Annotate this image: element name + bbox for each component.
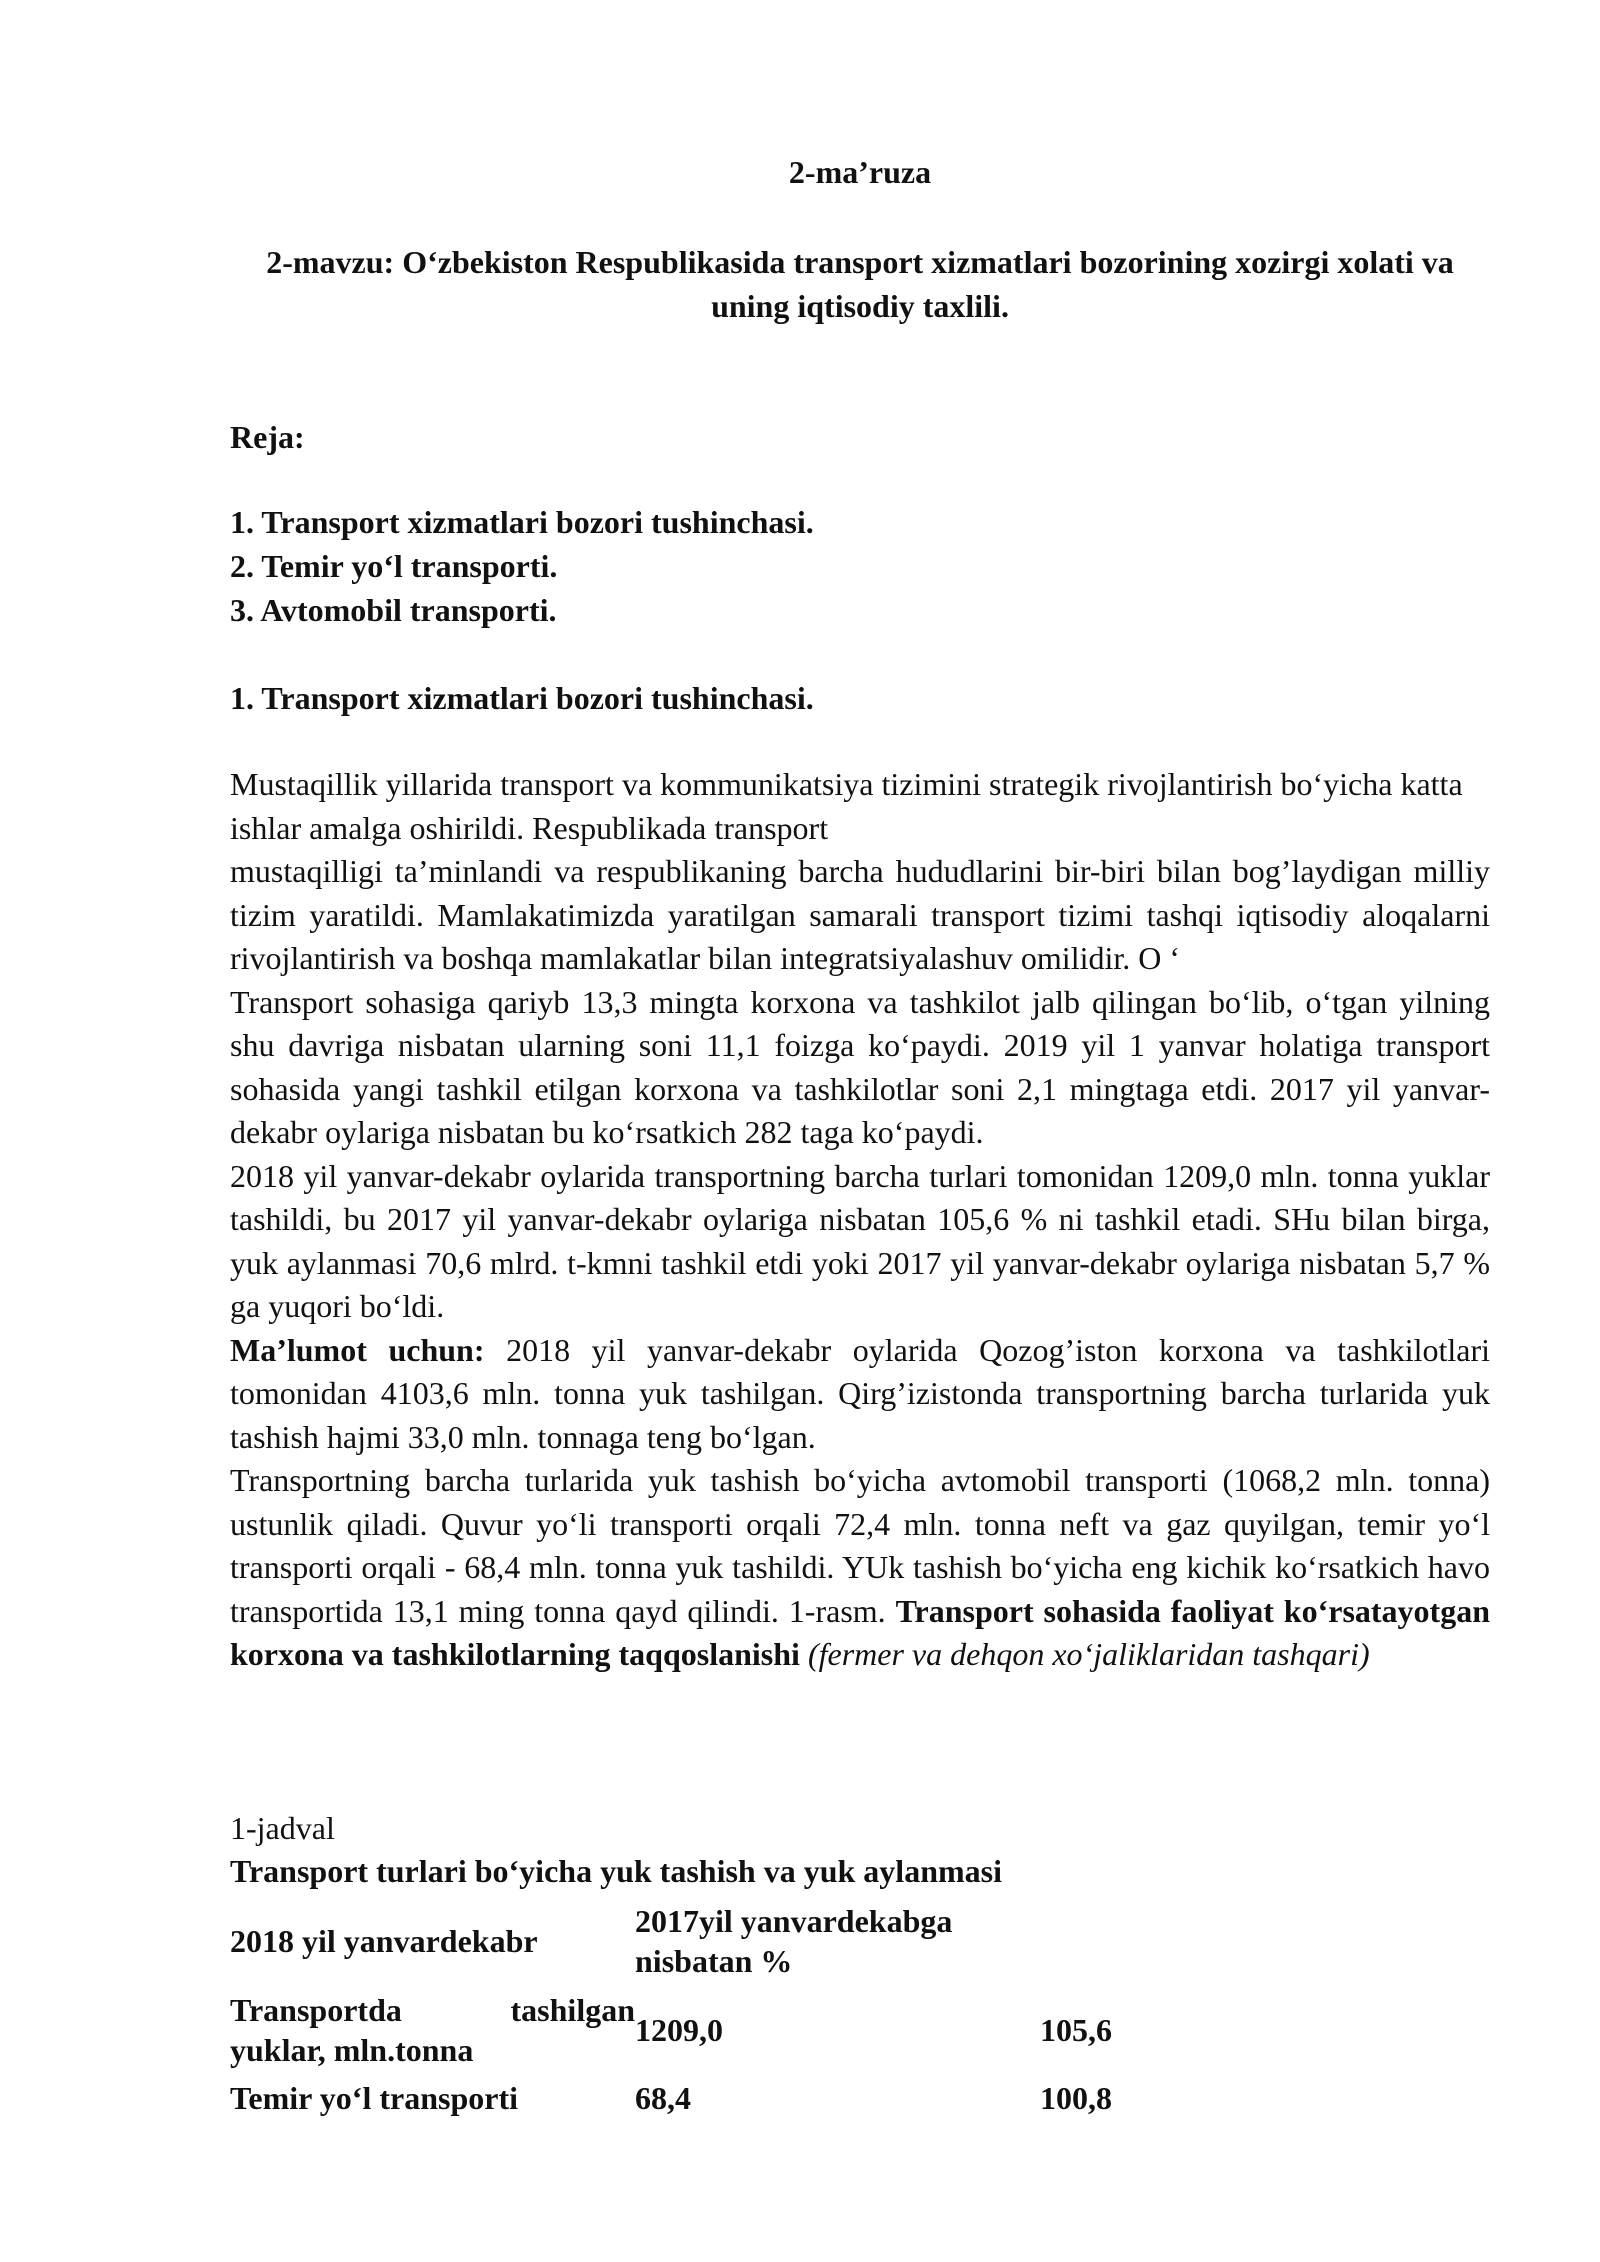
paragraph: Mustaqillik yillarida transport va kommunikatsiya tizimini strategik rivojlantirish bo‘yicha katta ishlar amalga oshirildi. Respublikada transport bbox=[230, 766, 1463, 846]
body-text bbox=[230, 763, 1490, 1677]
table-header-cell bbox=[1040, 1895, 1160, 1987]
paragraph-text: Transportning barcha turlarida yuk tashish bo‘yicha avtomobil transporti (1068,2 mln. tonna) ustunlik qiladi. Quvur yo‘li transporti orqali 72,4 mln. tonna neft va gaz quyilgan, temir yo‘l transporti orqali - 68,4 mln. tonna yuk tashildi. YUk tashish bo‘yicha eng kichik ko‘rsatkich havo transportida 13,1 ming tonna qayd qilindi. 1-rasm. bbox=[230, 1462, 1490, 1629]
paragraph: 2018 yil yanvar-dekabr oylarida transportning barcha turlari tomonidan 1209,0 mln. tonna yuklar tashildi, bu 2017 yil yanvar-dekabr oylariga nisbatan 105,6 % ni tashkil etadi. SHu bilan birga, yuk aylanmasi 70,6 mlrd. t-kmni tashkil etdi yoki 2017 yil yanvar-dekabr oylariga nisbatan 5,7 % ga yuqori bo‘ldi. bbox=[230, 1157, 1490, 1324]
info-text: 2018 yil yanvar-dekabr oylarida Qozog’iston korxona va tashkilotlari tomonidan 4103,6 mln. tonna yuk tashilgan. Qirg’izistonda transportning barcha turlarida yuk tashish hajmi 33,0 mln. tonnaga teng bo‘lgan. bbox=[230, 1331, 1490, 1455]
plan-heading: Reja: bbox=[230, 419, 305, 455]
table-cell: Temir yo‘l transporti bbox=[230, 2080, 518, 2116]
table-row bbox=[230, 2073, 1160, 2123]
table-cell: 105,6 bbox=[1040, 2012, 1112, 2048]
data-table bbox=[230, 1895, 1160, 2123]
paragraph bbox=[230, 1329, 1490, 1460]
table-header-cell: 2017yil yanvardekabga nisbatan % bbox=[635, 1903, 953, 1979]
table-header-cell: 2018 yil yanvardekabr bbox=[230, 1923, 538, 1959]
table-label: 1-jadval bbox=[230, 1810, 335, 1846]
table-cell: 100,8 bbox=[1040, 2080, 1112, 2116]
table-caption: Transport turlari bo‘yicha yuk tashish va yuk aylanmasi bbox=[230, 1853, 1002, 1889]
table-header-row bbox=[230, 1895, 1160, 1987]
section-heading: 1. Transport xizmatlari bozori tushinchasi. bbox=[230, 680, 814, 716]
figure-note: (fermer va dehqon xo‘jaliklaridan tashqari) bbox=[799, 1636, 1370, 1672]
table-row bbox=[230, 1987, 1160, 2073]
paragraph: mustaqilligi ta’minlandi va respublikaning barcha hududlarini bir-biri bilan bog’laydigan milliy tizim yaratildi. Mamlakatimizda yaratilgan samarali transport tizimi tashqi iqtisodiy aloqalarni rivojlantirish va boshqa mamlakatlar bilan integratsiyalashuv omilidir. O ‘ bbox=[230, 853, 1490, 976]
plan-item: 3. Avtomobil transporti. bbox=[230, 592, 557, 628]
table-section bbox=[230, 1807, 1490, 2123]
table-cell: 68,4 bbox=[635, 2080, 691, 2116]
lecture-title: 2-ma’ruza bbox=[788, 154, 932, 190]
table-cell: Transportda tashilgan yuklar, mln.tonna bbox=[230, 1992, 635, 2068]
info-label: Ma’lumot uchun: bbox=[230, 1331, 485, 1368]
figure-caption: Transport sohasida faoliyat ko‘rsatayotgan korxona va tashkilotlarning taqqoslanishi bbox=[230, 1592, 1491, 1672]
paragraph: Transport sohasiga qariyb 13,3 mingta korxona va tashkilot jalb qilingan bo‘lib, o‘tgan yilning shu davriga nisbatan ularning soni 11,1 foizga ko‘paydi. 2019 yil 1 yanvar holatiga transport sohasida yangi tashkil etilgan korxona va tashkilotlar soni 2,1 mingtaga etdi. 2017 yil yanvar-dekabr oylariga nisbatan bu ko‘rsatkich 282 taga ko‘paydi. bbox=[230, 983, 1490, 1150]
plan-item: 2. Temir yo‘l transporti. bbox=[230, 548, 558, 584]
topic-title: 2-mavzu: O‘zbekiston Respublikasida transport xizmatlari bozorining xozirgi xolati va uning iqtisodiy taxlili. bbox=[266, 244, 1454, 324]
paragraph bbox=[230, 1459, 1490, 1677]
table-cell: 1209,0 bbox=[635, 2012, 723, 2048]
plan-list bbox=[230, 500, 814, 632]
plan-item: 1. Transport xizmatlari bozori tushinchasi. bbox=[230, 504, 814, 540]
